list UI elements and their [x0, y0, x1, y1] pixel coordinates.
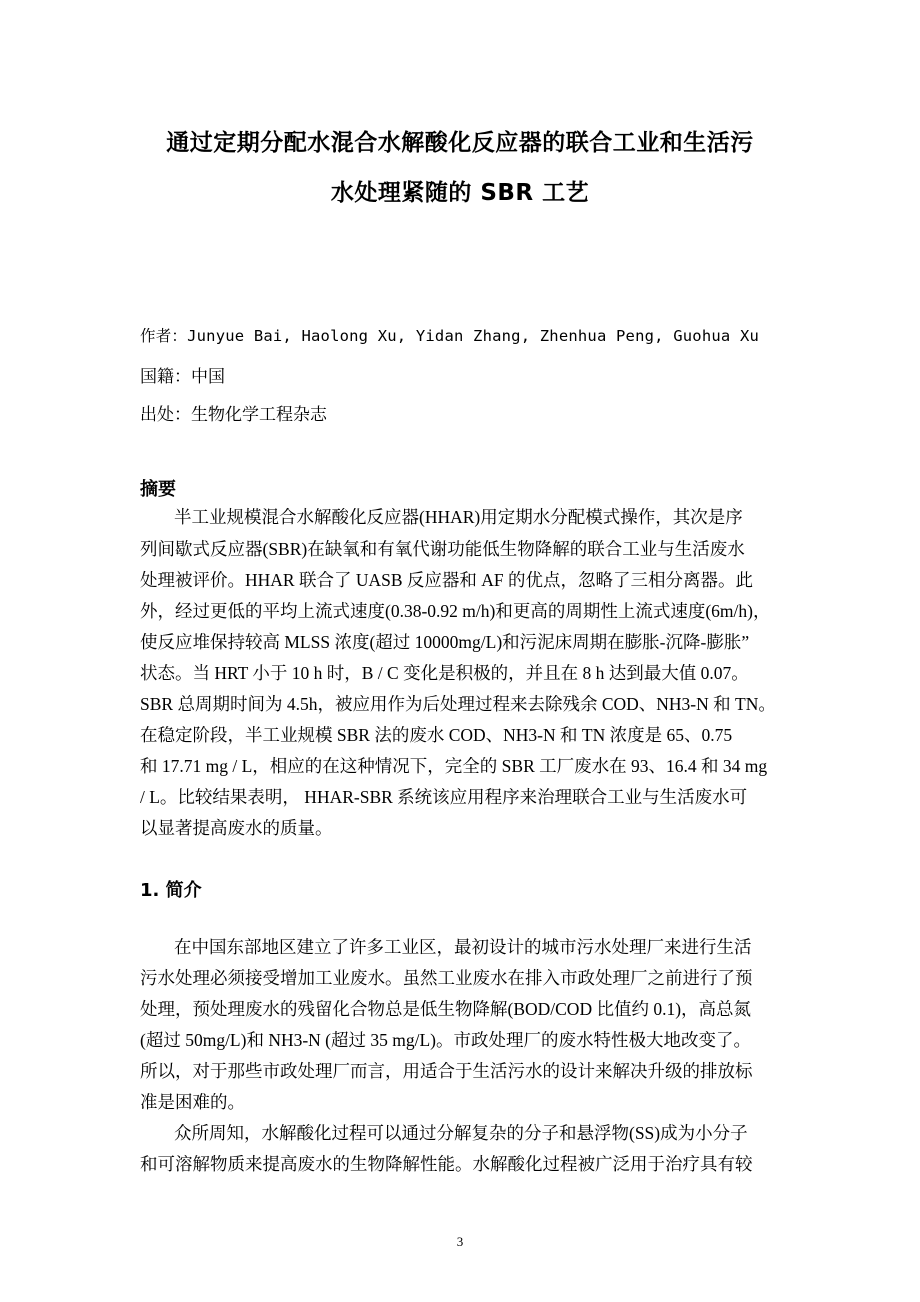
- abstract-line: SBR 总周期时间为 4.5h，被应用作为后处理过程来去除残余 COD、NH3-N 和 TN。: [140, 694, 776, 714]
- abstract-heading: 摘要: [140, 479, 176, 500]
- intro-line: 准是困难的。: [140, 1092, 245, 1112]
- abstract-line: 列间歇式反应器(SBR)在缺氧和有氧代谢功能低生物降解的联合工业与生活废水: [140, 539, 745, 559]
- title-line-2: 水处理紧随的 SBR 工艺: [330, 180, 590, 206]
- intro-line: 处理，预处理废水的残留化合物总是低生物降解(BOD/COD 比值约 0.1)，高总氮: [140, 999, 752, 1019]
- nationality: 国籍：中国: [140, 367, 225, 387]
- abstract-line: 和 17.71 mg / L，相应的在这种情况下，完全的 SBR 工厂废水在 93、16.4 和 34 mg: [140, 756, 768, 776]
- intro-line: 所以，对于那些市政处理厂而言，用适合于生活污水的设计来解决升级的排放标: [140, 1061, 753, 1081]
- page-number: 3: [456, 1234, 464, 1249]
- authors: 作者：Junyue Bai, Haolong Xu, Yidan Zhang, Zhenhua Peng, Guohua Xu: [140, 327, 760, 345]
- abstract-line: 状态。当 HRT 小于 10 h 时，B / C 变化是积极的，并且在 8 h 达到最大值 0.07。: [140, 663, 749, 683]
- abstract-line: 半工业规模混合水解酸化反应器(HHAR)用定期水分配模式操作，其次是序: [174, 507, 743, 527]
- abstract-line: 处理被评价。HHAR 联合了 UASB 反应器和 AF 的优点，忽略了三相分离器。此: [140, 570, 754, 590]
- abstract-line: / L。比较结果表明， HHAR-SBR 系统该应用程序来治理联合工业与生活废水可: [140, 787, 748, 807]
- intro-heading: 1. 简介: [140, 880, 202, 901]
- source: 出处：生物化学工程杂志: [140, 405, 327, 425]
- abstract-line: 以显著提高废水的质量。: [140, 818, 333, 838]
- intro-line: 在中国东部地区建立了许多工业区，最初设计的城市污水处理厂来进行生活: [174, 937, 752, 957]
- intro-line: 和可溶解物质来提高废水的生物降解性能。水解酸化过程被广泛用于治疗具有较: [140, 1154, 753, 1174]
- intro-line: 众所周知，水解酸化过程可以通过分解复杂的分子和悬浮物(SS)成为小分子: [174, 1123, 748, 1143]
- intro-line: (超过 50mg/L)和 NH3-N (超过 35 mg/L)。市政处理厂的废水特性极大地改变了。: [140, 1030, 752, 1050]
- abstract-line: 在稳定阶段，半工业规模 SBR 法的废水 COD、NH3-N 和 TN 浓度是 65、0.75: [140, 725, 733, 745]
- intro-line: 污水处理必须接受增加工业废水。虽然工业废水在排入市政处理厂之前进行了预: [140, 968, 753, 988]
- title-line-1: 通过定期分配水混合水解酸化反应器的联合工业和生活污: [166, 130, 754, 156]
- abstract-line: 使反应堆保持较高 MLSS 浓度(超过 10000mg/L)和污泥床周期在膨胀-沉降-膨胀”: [140, 632, 750, 652]
- abstract-line: 外，经过更低的平均上流式速度(0.38-0.92 m/h)和更高的周期性上流式速度(6m/h)，: [140, 601, 771, 621]
